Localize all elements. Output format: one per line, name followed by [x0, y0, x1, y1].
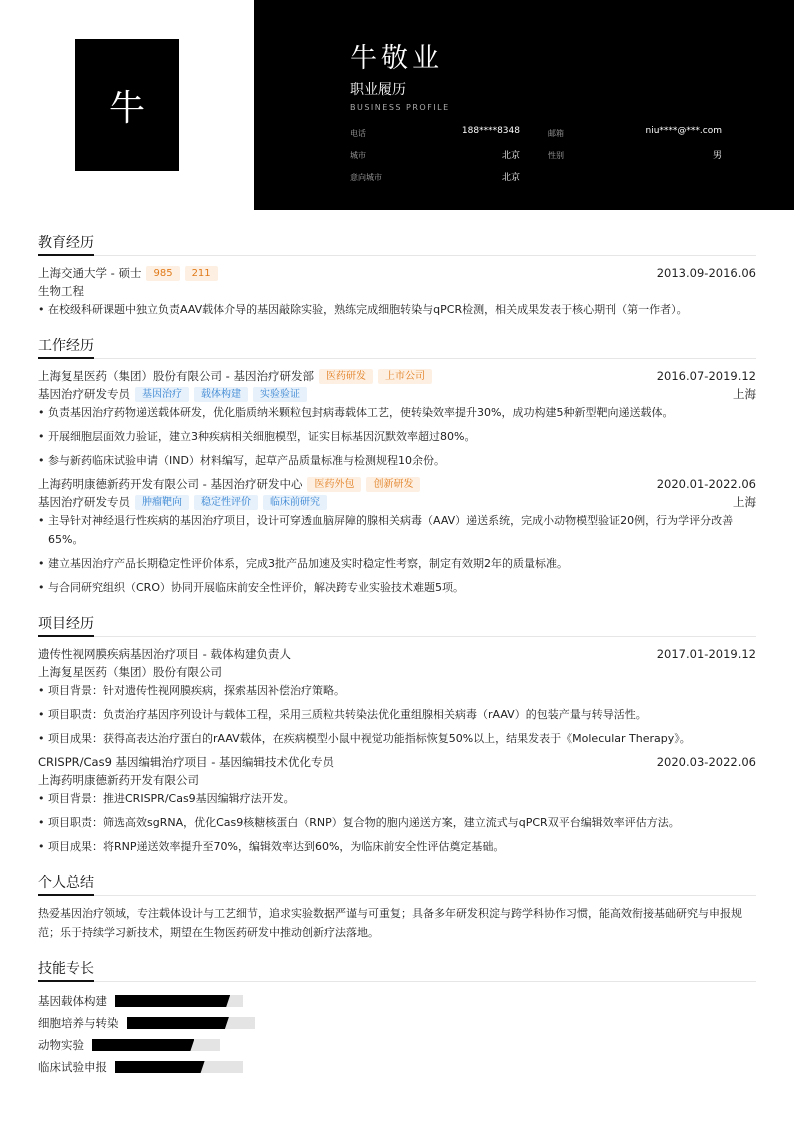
- project-name: 遗传性视网膜疾病基因治疗项目 - 载体构建负责人: [38, 647, 291, 661]
- skills-section: [38, 958, 756, 1078]
- list-item: • 主导针对神经退行性疾病的基因治疗项目，设计可穿透血脑屏障的腺相关病毒（AAV）递送系统，完成小动物模型验证20例，行为学评分改善65%。: [38, 511, 756, 549]
- bullet-list: [38, 789, 756, 856]
- tag: 医药外包: [307, 477, 361, 492]
- resume-content: [38, 232, 756, 1094]
- info-label: 城市: [350, 151, 366, 160]
- info-label: 电话: [350, 129, 366, 138]
- summary-section: [38, 872, 756, 942]
- gender-value: 男: [712, 151, 722, 161]
- skill-bar: [115, 995, 243, 1007]
- tag: 临床前研究: [263, 495, 327, 510]
- project-name: CRISPR/Cas9 基因编辑治疗项目 - 基因编辑技术优化专员: [38, 755, 335, 769]
- list-item: • 项目成果：获得高表达治疗蛋白的rAAV载体，在疾病模型小鼠中视觉功能指标恢复50%以上，结果发表于《Molecular Therapy》。: [38, 729, 756, 748]
- skills-grid: [38, 990, 756, 1078]
- project-org: 上海药明康德新药开发有限公司: [38, 773, 199, 787]
- skill-name: 临床试验申报: [38, 1060, 107, 1074]
- list-item: • 项目背景：针对遗传性视网膜疾病，探索基因补偿治疗策略。: [38, 681, 756, 700]
- bullet-list: [38, 403, 756, 470]
- tag: 实验验证: [253, 387, 307, 402]
- date-range: 2017.01-2019.12: [656, 647, 756, 661]
- company-name: 上海药明康德新药开发有限公司 - 基因治疗研发中心: [38, 477, 303, 491]
- list-item: • 在校级科研课题中独立负责AAV载体介导的基因敲除实验，熟练完成细胞转染与qPCR检测，相关成果发表于核心期刊（第一作者）。: [38, 300, 756, 319]
- section-title: 项目经历: [38, 613, 756, 637]
- project-org: 上海复星医药（集团）股份有限公司: [38, 665, 222, 679]
- bullet-list: [38, 681, 756, 748]
- person-name: 牛敬业: [350, 43, 443, 74]
- skill-fill: [115, 995, 230, 1007]
- skill-name: 基因载体构建: [38, 994, 107, 1008]
- skill-fill: [115, 1061, 205, 1073]
- info-label: 意向城市: [350, 173, 382, 182]
- major: 生物工程: [38, 284, 84, 298]
- education-header: [38, 264, 756, 282]
- tag: 上市公司: [378, 369, 432, 384]
- section-title: 工作经历: [38, 335, 756, 359]
- skill-bar: [115, 1061, 243, 1073]
- tag: 医药研发: [319, 369, 373, 384]
- skill-item: [38, 1012, 399, 1034]
- tag: 基因治疗: [135, 387, 189, 402]
- skill-fill: [92, 1039, 194, 1051]
- list-item: • 负责基因治疗药物递送载体研发，优化脂质纳米颗粒包封病毒载体工艺，使转染效率提升30%，成功构建5种新型靶向递送载体。: [38, 403, 756, 422]
- info-label: 性别: [548, 151, 564, 160]
- bullet-list: [38, 511, 756, 597]
- bullet-list: [38, 300, 756, 319]
- school-name: 上海交通大学 - 硕士: [38, 266, 142, 280]
- info-label: 邮箱: [548, 129, 564, 138]
- list-item: • 建立基因治疗产品长期稳定性评价体系，完成3批产品加速及实时稳定性考察，制定有效期2年的质量标准。: [38, 554, 756, 573]
- city: 上海: [733, 387, 756, 401]
- list-item: • 项目职责：负责治疗基因序列设计与载体工程，采用三质粒共转染法优化重组腺相关病毒（rAAV）的包装产量与转导活性。: [38, 705, 756, 724]
- tag: 创新研发: [366, 477, 420, 492]
- info-row: [350, 148, 722, 170]
- date-range: 2013.09-2016.06: [656, 266, 756, 280]
- education-section: [38, 232, 756, 319]
- email-value: niu****@***.com: [645, 126, 722, 136]
- skill-name: 细胞培养与转染: [38, 1016, 119, 1030]
- work-section: [38, 335, 756, 597]
- skill-item: [38, 1034, 399, 1056]
- skill-item: [38, 990, 399, 1012]
- role-name: 基因治疗研发专员: [38, 387, 130, 401]
- role-header: [38, 493, 756, 511]
- section-title: 个人总结: [38, 872, 756, 896]
- project-header: [38, 753, 756, 771]
- info-row: [350, 170, 722, 192]
- section-title: 教育经历: [38, 232, 756, 256]
- skill-fill: [127, 1017, 229, 1029]
- list-item: • 开展细胞层面效力验证，建立3种疾病相关细胞模型，证实目标基因沉默效率超过80%。: [38, 427, 756, 446]
- resume-header: [0, 0, 794, 210]
- profile-subtitle: 职业履历: [350, 82, 406, 98]
- target-city-value: 北京: [501, 173, 520, 183]
- profile-panel: [254, 0, 794, 210]
- list-item: • 项目职责：筛选高效sgRNA，优化Cas9核糖核蛋白（RNP）复合物的胞内递送方案，建立流式与qPCR双平台编辑效率评估方法。: [38, 813, 756, 832]
- company-header: [38, 475, 756, 493]
- role-header: [38, 385, 756, 403]
- list-item: • 项目背景：推进CRISPR/Cas9基因编辑疗法开发。: [38, 789, 756, 808]
- company-name: 上海复星医药（集团）股份有限公司 - 基因治疗研发部: [38, 369, 314, 383]
- list-item: • 与合同研究组织（CRO）协同开展临床前安全性评价，解决跨专业实验技术难题5项。: [38, 578, 756, 597]
- tag: 985: [146, 266, 179, 281]
- avatar-char: 牛: [108, 87, 145, 129]
- skill-name: 动物实验: [38, 1038, 84, 1052]
- city-value: 北京: [501, 151, 520, 161]
- tag: 211: [185, 266, 218, 281]
- project-header: [38, 645, 756, 663]
- date-range: 2020.01-2022.06: [656, 477, 756, 491]
- skill-item: [38, 1056, 399, 1078]
- role-name: 基因治疗研发专员: [38, 495, 130, 509]
- company-header: [38, 367, 756, 385]
- phone-value: 188****8348: [461, 126, 520, 136]
- date-range: 2016.07-2019.12: [656, 369, 756, 383]
- summary-text: 热爱基因治疗领域，专注载体设计与工艺细节，追求实验数据严谨与可重复；具备多年研发积淀与跨学科协作习惯，能高效衔接基础研究与申报规范；乐于持续学习新技术，期望在生物医药研发中推动创新疗法落地。: [38, 907, 742, 939]
- list-item: • 参与新药临床试验申请（IND）材料编写，起草产品质量标准与检测规程10余份。: [38, 451, 756, 470]
- profile-subtitle-en: BUSINESS PROFILE: [350, 103, 450, 112]
- section-title: 技能专长: [38, 958, 756, 982]
- skill-bar: [92, 1039, 220, 1051]
- city: 上海: [733, 495, 756, 509]
- tag: 肿瘤靶向: [135, 495, 189, 510]
- skill-bar: [127, 1017, 255, 1029]
- list-item: • 项目成果：将RNP递送效率提升至70%，编辑效率达到60%，为临床前安全性评估奠定基础。: [38, 837, 756, 856]
- contact-info: [350, 126, 722, 192]
- info-row: [350, 126, 722, 148]
- avatar: [75, 39, 179, 171]
- tag: 载体构建: [194, 387, 248, 402]
- tag: 稳定性评价: [194, 495, 258, 510]
- date-range: 2020.03-2022.06: [656, 755, 756, 769]
- projects-section: [38, 613, 756, 856]
